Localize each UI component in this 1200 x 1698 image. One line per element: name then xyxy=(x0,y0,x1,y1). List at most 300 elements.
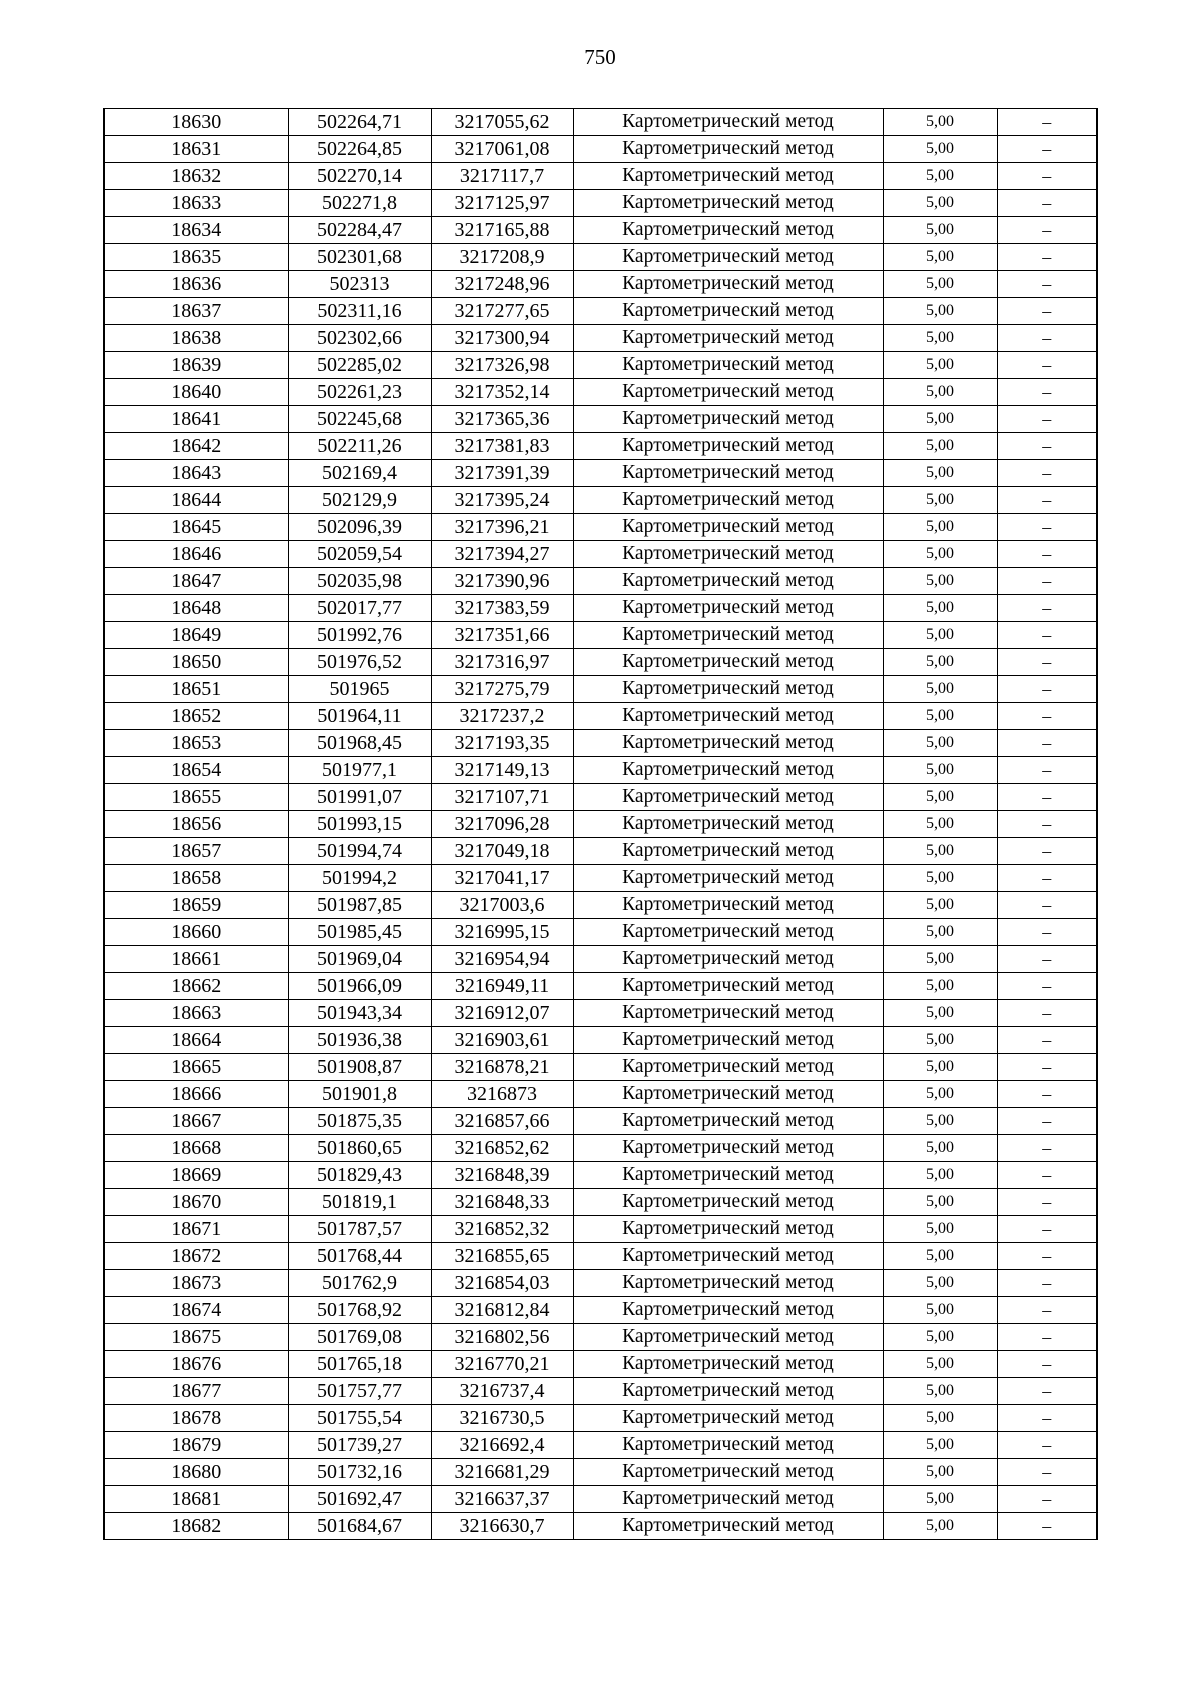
accuracy-cell: 5,00 xyxy=(883,919,997,946)
table-row xyxy=(104,190,1097,217)
point-number-cell: 18646 xyxy=(104,541,288,568)
y-coordinate-cell: 3216730,5 xyxy=(431,1405,573,1432)
method-cell: Картометрический метод xyxy=(573,649,883,676)
table-row xyxy=(104,676,1097,703)
table-row xyxy=(104,757,1097,784)
x-coordinate-cell: 501968,45 xyxy=(288,730,431,757)
method-cell: Картометрический метод xyxy=(573,946,883,973)
dash-cell: – xyxy=(997,1000,1097,1027)
dash-cell: – xyxy=(997,433,1097,460)
table-row xyxy=(104,1432,1097,1459)
dash-cell: – xyxy=(997,784,1097,811)
dash-cell: – xyxy=(997,568,1097,595)
point-number-cell: 18649 xyxy=(104,622,288,649)
dash-cell: – xyxy=(997,298,1097,325)
table-row xyxy=(104,379,1097,406)
x-coordinate-cell: 502245,68 xyxy=(288,406,431,433)
table-row xyxy=(104,271,1097,298)
y-coordinate-cell: 3217383,59 xyxy=(431,595,573,622)
method-cell: Картометрический метод xyxy=(573,1216,883,1243)
method-cell: Картометрический метод xyxy=(573,730,883,757)
method-cell: Картометрический метод xyxy=(573,595,883,622)
method-cell: Картометрический метод xyxy=(573,1027,883,1054)
point-number-cell: 18652 xyxy=(104,703,288,730)
method-cell: Картометрический метод xyxy=(573,568,883,595)
y-coordinate-cell: 3217381,83 xyxy=(431,433,573,460)
x-coordinate-cell: 502264,71 xyxy=(288,109,431,136)
x-coordinate-cell: 501964,11 xyxy=(288,703,431,730)
table-row xyxy=(104,946,1097,973)
accuracy-cell: 5,00 xyxy=(883,433,997,460)
point-number-cell: 18662 xyxy=(104,973,288,1000)
table-row xyxy=(104,163,1097,190)
x-coordinate-cell: 501993,15 xyxy=(288,811,431,838)
accuracy-cell: 5,00 xyxy=(883,460,997,487)
table-row xyxy=(104,433,1097,460)
table-row xyxy=(104,784,1097,811)
method-cell: Картометрический метод xyxy=(573,838,883,865)
dash-cell: – xyxy=(997,1459,1097,1486)
dash-cell: – xyxy=(997,757,1097,784)
method-cell: Картометрический метод xyxy=(573,1270,883,1297)
x-coordinate-cell: 501829,43 xyxy=(288,1162,431,1189)
point-number-cell: 18656 xyxy=(104,811,288,838)
dash-cell: – xyxy=(997,1378,1097,1405)
x-coordinate-cell: 501732,16 xyxy=(288,1459,431,1486)
accuracy-cell: 5,00 xyxy=(883,217,997,244)
x-coordinate-cell: 502261,23 xyxy=(288,379,431,406)
method-cell: Картометрический метод xyxy=(573,1405,883,1432)
x-coordinate-cell: 502169,4 xyxy=(288,460,431,487)
y-coordinate-cell: 3216857,66 xyxy=(431,1108,573,1135)
point-number-cell: 18672 xyxy=(104,1243,288,1270)
table-row xyxy=(104,568,1097,595)
accuracy-cell: 5,00 xyxy=(883,1216,997,1243)
dash-cell: – xyxy=(997,352,1097,379)
table-row xyxy=(104,1297,1097,1324)
y-coordinate-cell: 3217149,13 xyxy=(431,757,573,784)
dash-cell: – xyxy=(997,325,1097,352)
method-cell: Картометрический метод xyxy=(573,1054,883,1081)
accuracy-cell: 5,00 xyxy=(883,1027,997,1054)
point-number-cell: 18666 xyxy=(104,1081,288,1108)
point-number-cell: 18674 xyxy=(104,1297,288,1324)
y-coordinate-cell: 3217277,65 xyxy=(431,298,573,325)
y-coordinate-cell: 3217326,98 xyxy=(431,352,573,379)
x-coordinate-cell: 501992,76 xyxy=(288,622,431,649)
method-cell: Картометрический метод xyxy=(573,460,883,487)
accuracy-cell: 5,00 xyxy=(883,649,997,676)
point-number-cell: 18682 xyxy=(104,1513,288,1540)
dash-cell: – xyxy=(997,1270,1097,1297)
table-row xyxy=(104,1513,1097,1540)
accuracy-cell: 5,00 xyxy=(883,163,997,190)
method-cell: Картометрический метод xyxy=(573,352,883,379)
dash-cell: – xyxy=(997,1351,1097,1378)
y-coordinate-cell: 3216852,32 xyxy=(431,1216,573,1243)
x-coordinate-cell: 501976,52 xyxy=(288,649,431,676)
point-number-cell: 18678 xyxy=(104,1405,288,1432)
table-row xyxy=(104,919,1097,946)
table-row xyxy=(104,892,1097,919)
table-row xyxy=(104,298,1097,325)
method-cell: Картометрический метод xyxy=(573,406,883,433)
point-number-cell: 18660 xyxy=(104,919,288,946)
table-row xyxy=(104,622,1097,649)
x-coordinate-cell: 501787,57 xyxy=(288,1216,431,1243)
point-number-cell: 18634 xyxy=(104,217,288,244)
point-number-cell: 18635 xyxy=(104,244,288,271)
y-coordinate-cell: 3216637,37 xyxy=(431,1486,573,1513)
table-row xyxy=(104,730,1097,757)
accuracy-cell: 5,00 xyxy=(883,811,997,838)
point-number-cell: 18670 xyxy=(104,1189,288,1216)
method-cell: Картометрический метод xyxy=(573,622,883,649)
dash-cell: – xyxy=(997,1513,1097,1540)
y-coordinate-cell: 3217237,2 xyxy=(431,703,573,730)
x-coordinate-cell: 501762,9 xyxy=(288,1270,431,1297)
x-coordinate-cell: 501901,8 xyxy=(288,1081,431,1108)
accuracy-cell: 5,00 xyxy=(883,1135,997,1162)
method-cell: Картометрический метод xyxy=(573,892,883,919)
table-row xyxy=(104,649,1097,676)
y-coordinate-cell: 3216854,03 xyxy=(431,1270,573,1297)
accuracy-cell: 5,00 xyxy=(883,703,997,730)
accuracy-cell: 5,00 xyxy=(883,622,997,649)
x-coordinate-cell: 501768,44 xyxy=(288,1243,431,1270)
x-coordinate-cell: 502311,16 xyxy=(288,298,431,325)
x-coordinate-cell: 501969,04 xyxy=(288,946,431,973)
y-coordinate-cell: 3216848,33 xyxy=(431,1189,573,1216)
method-cell: Картометрический метод xyxy=(573,1081,883,1108)
accuracy-cell: 5,00 xyxy=(883,1081,997,1108)
accuracy-cell: 5,00 xyxy=(883,1486,997,1513)
y-coordinate-cell: 3217096,28 xyxy=(431,811,573,838)
dash-cell: – xyxy=(997,892,1097,919)
y-coordinate-cell: 3216912,07 xyxy=(431,1000,573,1027)
point-number-cell: 18650 xyxy=(104,649,288,676)
point-number-cell: 18638 xyxy=(104,325,288,352)
dash-cell: – xyxy=(997,811,1097,838)
method-cell: Картометрический метод xyxy=(573,298,883,325)
point-number-cell: 18653 xyxy=(104,730,288,757)
point-number-cell: 18658 xyxy=(104,865,288,892)
table-row xyxy=(104,1378,1097,1405)
accuracy-cell: 5,00 xyxy=(883,1297,997,1324)
x-coordinate-cell: 501739,27 xyxy=(288,1432,431,1459)
method-cell: Картометрический метод xyxy=(573,487,883,514)
table-row xyxy=(104,1270,1097,1297)
accuracy-cell: 5,00 xyxy=(883,541,997,568)
y-coordinate-cell: 3217275,79 xyxy=(431,676,573,703)
point-number-cell: 18639 xyxy=(104,352,288,379)
dash-cell: – xyxy=(997,919,1097,946)
table-row xyxy=(104,136,1097,163)
table-row xyxy=(104,973,1097,1000)
accuracy-cell: 5,00 xyxy=(883,784,997,811)
dash-cell: – xyxy=(997,271,1097,298)
accuracy-cell: 5,00 xyxy=(883,757,997,784)
y-coordinate-cell: 3217394,27 xyxy=(431,541,573,568)
table-row xyxy=(104,1216,1097,1243)
table-row xyxy=(104,1027,1097,1054)
table-row xyxy=(104,1405,1097,1432)
method-cell: Картометрический метод xyxy=(573,271,883,298)
table-row xyxy=(104,1324,1097,1351)
x-coordinate-cell: 502284,47 xyxy=(288,217,431,244)
dash-cell: – xyxy=(997,1405,1097,1432)
method-cell: Картометрический метод xyxy=(573,541,883,568)
method-cell: Картометрический метод xyxy=(573,1324,883,1351)
method-cell: Картометрический метод xyxy=(573,811,883,838)
method-cell: Картометрический метод xyxy=(573,190,883,217)
method-cell: Картометрический метод xyxy=(573,1351,883,1378)
dash-cell: – xyxy=(997,676,1097,703)
point-number-cell: 18636 xyxy=(104,271,288,298)
x-coordinate-cell: 502035,98 xyxy=(288,568,431,595)
y-coordinate-cell: 3217390,96 xyxy=(431,568,573,595)
table-row xyxy=(104,1135,1097,1162)
accuracy-cell: 5,00 xyxy=(883,1378,997,1405)
method-cell: Картометрический метод xyxy=(573,514,883,541)
y-coordinate-cell: 3216770,21 xyxy=(431,1351,573,1378)
x-coordinate-cell: 501991,07 xyxy=(288,784,431,811)
x-coordinate-cell: 501860,65 xyxy=(288,1135,431,1162)
table-row xyxy=(104,109,1097,136)
accuracy-cell: 5,00 xyxy=(883,136,997,163)
method-cell: Картометрический метод xyxy=(573,325,883,352)
accuracy-cell: 5,00 xyxy=(883,379,997,406)
table-row xyxy=(104,352,1097,379)
y-coordinate-cell: 3217351,66 xyxy=(431,622,573,649)
dash-cell: – xyxy=(997,1108,1097,1135)
method-cell: Картометрический метод xyxy=(573,757,883,784)
accuracy-cell: 5,00 xyxy=(883,190,997,217)
y-coordinate-cell: 3217316,97 xyxy=(431,649,573,676)
dash-cell: – xyxy=(997,1135,1097,1162)
accuracy-cell: 5,00 xyxy=(883,1054,997,1081)
x-coordinate-cell: 501765,18 xyxy=(288,1351,431,1378)
y-coordinate-cell: 3217396,21 xyxy=(431,514,573,541)
table-row xyxy=(104,325,1097,352)
point-number-cell: 18680 xyxy=(104,1459,288,1486)
y-coordinate-cell: 3217055,62 xyxy=(431,109,573,136)
table-row xyxy=(104,1486,1097,1513)
accuracy-cell: 5,00 xyxy=(883,325,997,352)
accuracy-cell: 5,00 xyxy=(883,865,997,892)
accuracy-cell: 5,00 xyxy=(883,271,997,298)
y-coordinate-cell: 3216812,84 xyxy=(431,1297,573,1324)
y-coordinate-cell: 3217107,71 xyxy=(431,784,573,811)
dash-cell: – xyxy=(997,163,1097,190)
y-coordinate-cell: 3216848,39 xyxy=(431,1162,573,1189)
method-cell: Картометрический метод xyxy=(573,784,883,811)
accuracy-cell: 5,00 xyxy=(883,1324,997,1351)
page-number: 750 xyxy=(584,45,616,69)
table-row xyxy=(104,487,1097,514)
point-number-cell: 18643 xyxy=(104,460,288,487)
point-number-cell: 18668 xyxy=(104,1135,288,1162)
x-coordinate-cell: 501987,85 xyxy=(288,892,431,919)
dash-cell: – xyxy=(997,703,1097,730)
point-number-cell: 18676 xyxy=(104,1351,288,1378)
point-number-cell: 18665 xyxy=(104,1054,288,1081)
dash-cell: – xyxy=(997,1189,1097,1216)
point-number-cell: 18630 xyxy=(104,109,288,136)
table-row xyxy=(104,1459,1097,1486)
y-coordinate-cell: 3217300,94 xyxy=(431,325,573,352)
dash-cell: – xyxy=(997,946,1097,973)
dash-cell: – xyxy=(997,109,1097,136)
accuracy-cell: 5,00 xyxy=(883,973,997,1000)
table-row xyxy=(104,1162,1097,1189)
x-coordinate-cell: 501936,38 xyxy=(288,1027,431,1054)
method-cell: Картометрический метод xyxy=(573,1459,883,1486)
dash-cell: – xyxy=(997,460,1097,487)
method-cell: Картометрический метод xyxy=(573,1135,883,1162)
dash-cell: – xyxy=(997,487,1097,514)
accuracy-cell: 5,00 xyxy=(883,1162,997,1189)
table-row xyxy=(104,811,1097,838)
method-cell: Картометрический метод xyxy=(573,163,883,190)
accuracy-cell: 5,00 xyxy=(883,1270,997,1297)
point-number-cell: 18654 xyxy=(104,757,288,784)
point-number-cell: 18673 xyxy=(104,1270,288,1297)
y-coordinate-cell: 3216802,56 xyxy=(431,1324,573,1351)
table-row xyxy=(104,406,1097,433)
y-coordinate-cell: 3216878,21 xyxy=(431,1054,573,1081)
dash-cell: – xyxy=(997,649,1097,676)
point-number-cell: 18664 xyxy=(104,1027,288,1054)
table-row xyxy=(104,460,1097,487)
table-row xyxy=(104,217,1097,244)
y-coordinate-cell: 3217193,35 xyxy=(431,730,573,757)
y-coordinate-cell: 3216852,62 xyxy=(431,1135,573,1162)
dash-cell: – xyxy=(997,865,1097,892)
point-number-cell: 18641 xyxy=(104,406,288,433)
y-coordinate-cell: 3217352,14 xyxy=(431,379,573,406)
y-coordinate-cell: 3217125,97 xyxy=(431,190,573,217)
x-coordinate-cell: 502096,39 xyxy=(288,514,431,541)
point-number-cell: 18667 xyxy=(104,1108,288,1135)
table-row xyxy=(104,1108,1097,1135)
dash-cell: – xyxy=(997,1081,1097,1108)
y-coordinate-cell: 3217041,17 xyxy=(431,865,573,892)
table-row xyxy=(104,865,1097,892)
method-cell: Картометрический метод xyxy=(573,136,883,163)
dash-cell: – xyxy=(997,1432,1097,1459)
y-coordinate-cell: 3217248,96 xyxy=(431,271,573,298)
y-coordinate-cell: 3216630,7 xyxy=(431,1513,573,1540)
y-coordinate-cell: 3216692,4 xyxy=(431,1432,573,1459)
y-coordinate-cell: 3217365,36 xyxy=(431,406,573,433)
point-number-cell: 18655 xyxy=(104,784,288,811)
dash-cell: – xyxy=(997,1162,1097,1189)
point-number-cell: 18631 xyxy=(104,136,288,163)
point-number-cell: 18642 xyxy=(104,433,288,460)
y-coordinate-cell: 3216995,15 xyxy=(431,919,573,946)
x-coordinate-cell: 501875,35 xyxy=(288,1108,431,1135)
accuracy-cell: 5,00 xyxy=(883,298,997,325)
point-number-cell: 18637 xyxy=(104,298,288,325)
accuracy-cell: 5,00 xyxy=(883,514,997,541)
accuracy-cell: 5,00 xyxy=(883,1459,997,1486)
table-row xyxy=(104,1054,1097,1081)
accuracy-cell: 5,00 xyxy=(883,1000,997,1027)
point-number-cell: 18669 xyxy=(104,1162,288,1189)
point-number-cell: 18633 xyxy=(104,190,288,217)
x-coordinate-cell: 502313 xyxy=(288,271,431,298)
dash-cell: – xyxy=(997,1486,1097,1513)
x-coordinate-cell: 501692,47 xyxy=(288,1486,431,1513)
method-cell: Картометрический метод xyxy=(573,1297,883,1324)
accuracy-cell: 5,00 xyxy=(883,946,997,973)
x-coordinate-cell: 501819,1 xyxy=(288,1189,431,1216)
table-row xyxy=(104,514,1097,541)
dash-cell: – xyxy=(997,730,1097,757)
dash-cell: – xyxy=(997,514,1097,541)
point-number-cell: 18647 xyxy=(104,568,288,595)
point-number-cell: 18677 xyxy=(104,1378,288,1405)
dash-cell: – xyxy=(997,379,1097,406)
y-coordinate-cell: 3217117,7 xyxy=(431,163,573,190)
accuracy-cell: 5,00 xyxy=(883,1432,997,1459)
x-coordinate-cell: 502271,8 xyxy=(288,190,431,217)
method-cell: Картометрический метод xyxy=(573,919,883,946)
table-row xyxy=(104,244,1097,271)
accuracy-cell: 5,00 xyxy=(883,1243,997,1270)
dash-cell: – xyxy=(997,1297,1097,1324)
y-coordinate-cell: 3217165,88 xyxy=(431,217,573,244)
y-coordinate-cell: 3216954,94 xyxy=(431,946,573,973)
point-number-cell: 18632 xyxy=(104,163,288,190)
point-number-cell: 18648 xyxy=(104,595,288,622)
table-row xyxy=(104,1351,1097,1378)
x-coordinate-cell: 501994,74 xyxy=(288,838,431,865)
x-coordinate-cell: 501908,87 xyxy=(288,1054,431,1081)
y-coordinate-cell: 3216681,29 xyxy=(431,1459,573,1486)
point-number-cell: 18661 xyxy=(104,946,288,973)
dash-cell: – xyxy=(997,1243,1097,1270)
dash-cell: – xyxy=(997,622,1097,649)
method-cell: Картометрический метод xyxy=(573,1486,883,1513)
dash-cell: – xyxy=(997,1027,1097,1054)
point-number-cell: 18640 xyxy=(104,379,288,406)
dash-cell: – xyxy=(997,1054,1097,1081)
method-cell: Картометрический метод xyxy=(573,865,883,892)
method-cell: Картометрический метод xyxy=(573,379,883,406)
dash-cell: – xyxy=(997,217,1097,244)
method-cell: Картометрический метод xyxy=(573,1162,883,1189)
dash-cell: – xyxy=(997,406,1097,433)
table-row xyxy=(104,1081,1097,1108)
accuracy-cell: 5,00 xyxy=(883,838,997,865)
method-cell: Картометрический метод xyxy=(573,433,883,460)
accuracy-cell: 5,00 xyxy=(883,487,997,514)
dash-cell: – xyxy=(997,1216,1097,1243)
x-coordinate-cell: 502301,68 xyxy=(288,244,431,271)
accuracy-cell: 5,00 xyxy=(883,1513,997,1540)
accuracy-cell: 5,00 xyxy=(883,1189,997,1216)
point-number-cell: 18663 xyxy=(104,1000,288,1027)
method-cell: Картометрический метод xyxy=(573,1189,883,1216)
x-coordinate-cell: 501965 xyxy=(288,676,431,703)
accuracy-cell: 5,00 xyxy=(883,568,997,595)
accuracy-cell: 5,00 xyxy=(883,352,997,379)
dash-cell: – xyxy=(997,190,1097,217)
method-cell: Картометрический метод xyxy=(573,1432,883,1459)
accuracy-cell: 5,00 xyxy=(883,892,997,919)
